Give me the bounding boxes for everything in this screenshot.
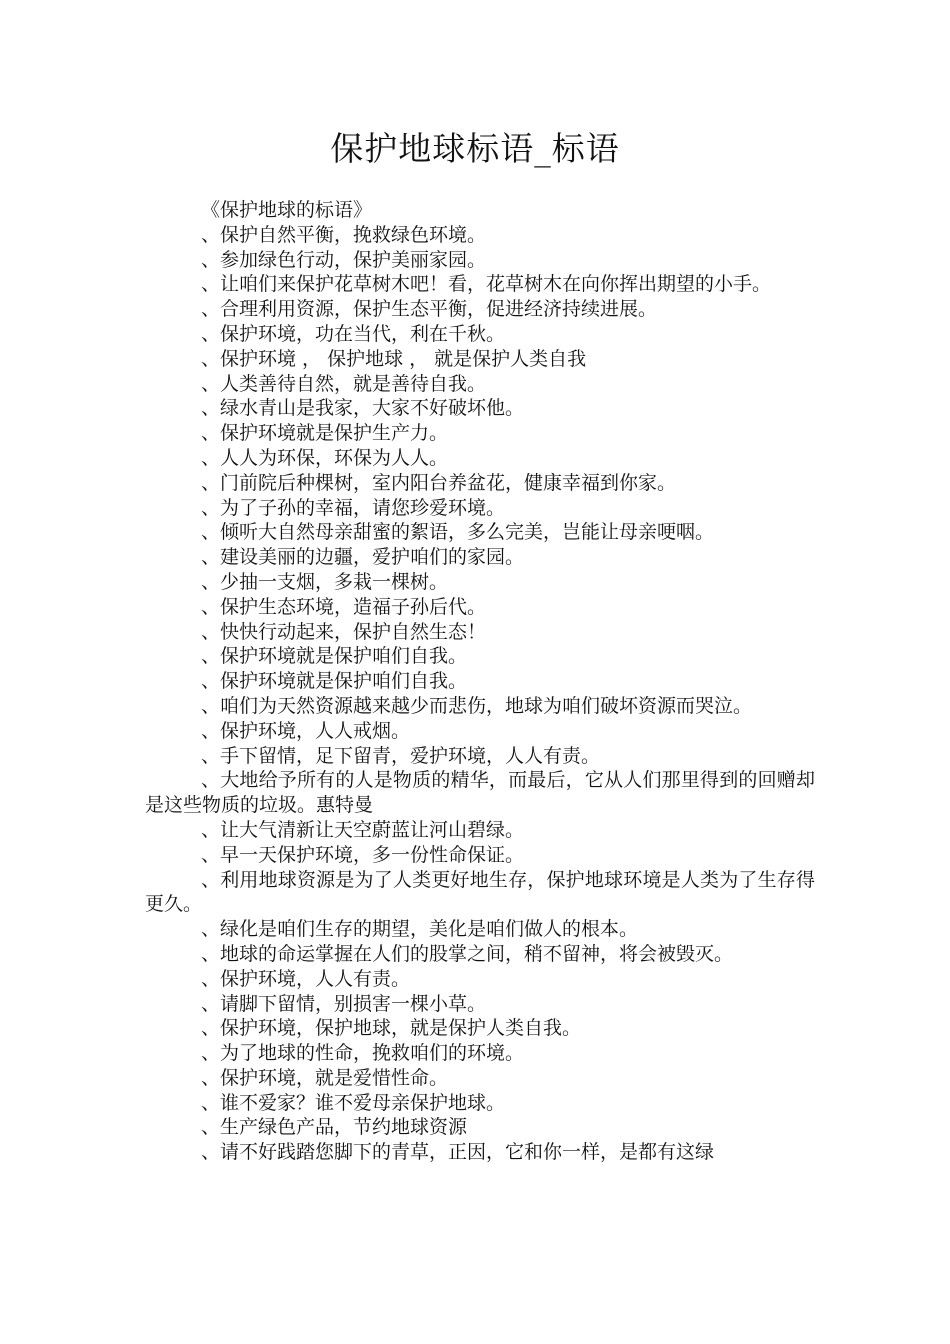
paragraph: 、建设美丽的边疆，爱护咱们的家园。 [201,546,525,569]
paragraph: 、请脚下留情，别损害一棵小草。 [201,992,487,1015]
paragraph: 、保护环境 ， 保护地球 ， 就是保护人类自我 [201,347,587,370]
paragraph: 、快快行动起来，保护自然生态！ [201,620,487,643]
paragraph: 、保护自然平衡，挽救绿色环境。 [201,223,487,246]
paragraph: 《保护地球的标语》 [201,199,373,221]
paragraph: 、为了子孙的幸福，请您珍爱环境。 [201,496,506,519]
paragraph: 、保护环境就是保护咱们自我。 [201,645,468,668]
paragraph: 、让咱们来保护花草树木吧！看，花草树木在向你挥出期望的小手。 [201,273,772,296]
paragraph: 、让大气清新让天空蔚蓝让河山碧绿。 [201,818,525,841]
paragraph: 、保护环境，人人戒烟。 [201,719,411,742]
paragraph: 、利用地球资源是为了人类更好地生存，保护地球环境是人类为了生存得更久。 [145,868,815,916]
paragraph: 、为了地球的性命，挽救咱们的环境。 [201,1042,525,1065]
paragraph: 、手下留情，足下留青，爱护环境，人人有责。 [201,744,601,767]
paragraph: 、保护环境就是保护咱们自我。 [201,670,468,693]
paragraph: 、大地给予所有的人是物质的精华，而最后，它从人们那里得到的回赠却是这些物质的垃圾。惠特曼 [145,769,815,817]
paragraph: 、保护环境就是保护生产力。 [201,422,449,445]
paragraph: 、门前院后种棵树，室内阳台养盆花，健康幸福到你家。 [201,471,677,494]
paragraph: 、地球的命运掌握在人们的股掌之间，稍不留神，将会被毁灭。 [201,942,734,965]
paragraph: 、早一天保护环境，多一份性命保证。 [201,843,525,866]
paragraph: 、少抽一支烟，多栽一棵树。 [201,570,449,593]
paragraph: 、咱们为天然资源越来越少而悲伤，地球为咱们破坏资源而哭泣。 [201,694,753,717]
document-body [145,198,815,1165]
paragraph: 、人类善待自然，就是善待自我。 [201,372,487,395]
paragraph: 、保护环境，保护地球，就是保护人类自我。 [201,1017,582,1040]
paragraph: 、保护生态环境，造福子孙后代。 [201,595,487,618]
paragraph: 、绿化是咱们生存的期望，美化是咱们做人的根本。 [201,918,639,941]
paragraph: 、保护环境，人人有责。 [201,967,411,990]
paragraph: 、参加绿色行动，保护美丽家园。 [201,248,487,271]
paragraph: 、谁不爱家？谁不爱母亲保护地球。 [201,1091,506,1114]
paragraph: 、生产绿色产品，节约地球资源 [201,1116,468,1139]
document-title: 保护地球标语_标语 [330,129,620,168]
paragraph: 、保护环境，功在当代，利在千秋。 [201,322,506,345]
paragraph: 、绿水青山是我家，大家不好破坏他。 [201,397,525,420]
paragraph: 、倾听大自然母亲甜蜜的絮语，多么完美，岂能让母亲哽咽。 [201,521,715,544]
paragraph: 、请不好践踏您脚下的青草，正因，它和你一样，是都有这绿 [201,1141,715,1164]
paragraph: 、保护环境，就是爱惜性命。 [201,1066,449,1089]
paragraph: 、合理利用资源，保护生态平衡，促进经济持续进展。 [201,298,658,321]
paragraph: 、人人为环保，环保为人人。 [201,446,449,469]
